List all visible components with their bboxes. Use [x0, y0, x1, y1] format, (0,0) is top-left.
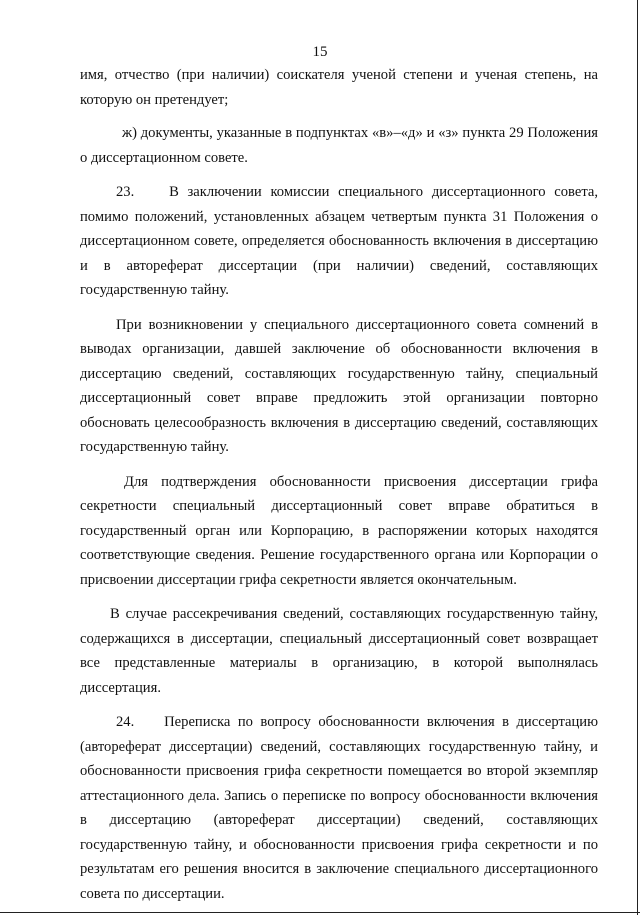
- scan-edge-right: [637, 0, 638, 915]
- paragraph-item-zh-documents: ж) документы, указанные в подпунктах «в»–«д» и «з» пункта 29 Положения о диссертационном совете.: [80, 125, 598, 166]
- paragraph-section-24: 24. Переписка по вопросу обоснованности включения в диссертацию (автореферат диссертации) сведений, составляющих государственную тайну, и обоснованности присвоения грифа секретности помещается во второй экземпляр аттестационного дела. Запись о переписке по вопросу обоснованности включения в диссертацию (автореферат диссертации) сведений, составляющих государственную тайну, и обоснованности присвоения грифа секретности и по результатам его решения вносится в заключение специального диссертационного совета по диссертации.: [80, 714, 602, 902]
- paragraph-secrecy-confirmation: Для подтверждения обоснованности присвоения диссертации грифа секретности специальный диссертационный совет вправе обратиться в государственный орган или Корпорацию, в распоряжении которых находятся соответствующие сведения. Решение государственного органа или Корпорации о присвоении диссертации грифа секретности является окончательным.: [80, 473, 598, 588]
- page-number: 15: [312, 44, 328, 60]
- paragraph-doubts-of-council: При возникновении у специального диссертационного совета сомнений в выводах организации, давшей заключение об обоснованности включения в диссертацию сведений, составляющих государственную тайну, специальный диссертационный совет вправе предложить этой организации повторно обосновать целесообразность включения в диссертацию сведений, составляющих государственную тайну.: [80, 316, 598, 455]
- paragraph-section-23: 23. В заключении комиссии специального диссертационного совета, помимо положений, установленных абзацем четвертым пункта 31 Положения о диссертационном совете, определяется обоснованность включения в диссертацию и в автореферат диссертации (при наличии) сведений, составляющих государственную тайну.: [80, 184, 602, 298]
- document-body: [80, 63, 602, 906]
- scan-edge-bottom: [0, 912, 640, 913]
- paragraph-declassification: В случае рассекречивания сведений, составляющих государственную тайну, содержащихся в диссертации, специальный диссертационный совет возвращает все представленные материалы в организацию, в которой выполнялась диссертация.: [80, 606, 598, 696]
- paragraph-applicant-name: имя, отчество (при наличии) соискателя ученой степени и ученая степень, на которую он претендует;: [80, 67, 598, 108]
